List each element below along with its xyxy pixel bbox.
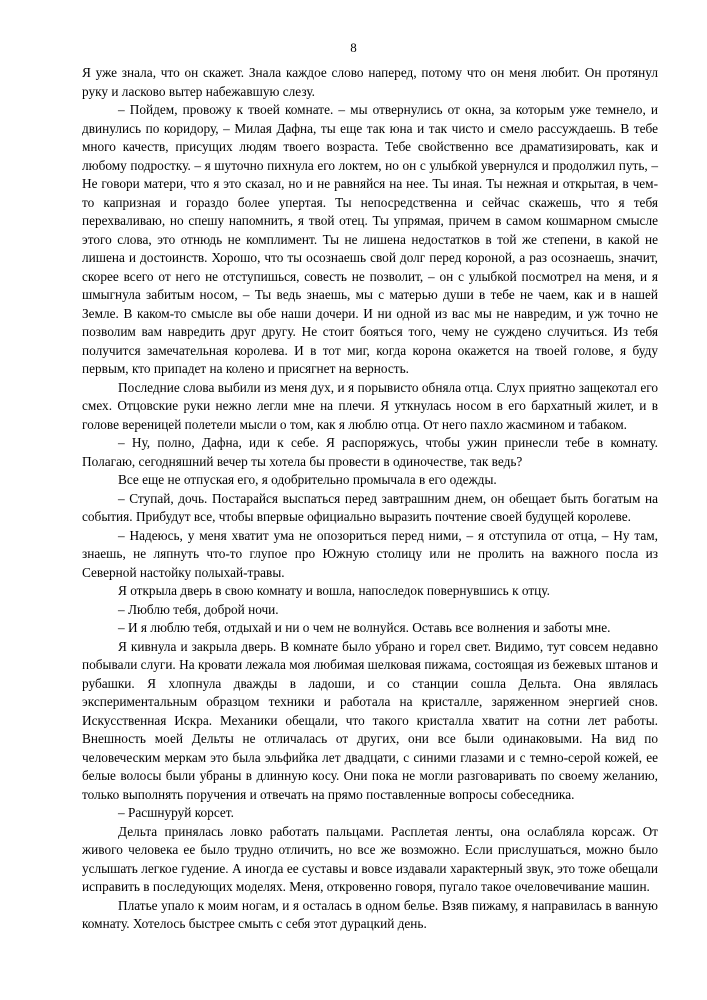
paragraph: Я уже знала, что он скажет. Знала каждое слово наперед, потому что он меня любит. Он протянул руку и ласково вытер набежавшую слезу. xyxy=(82,65,658,99)
paragraph: Я открыла дверь в свою комнату и вошла, напоследок повернувшись к отцу. xyxy=(118,583,550,598)
paragraph: Последние слова выбили из меня дух, и я порывисто обняла отца. Слух приятно защекотал его смех. Отцовские руки нежно легли мне на плечи. Я уткнулась носом в его бархатный жилет, и в голове вереницей полетели мысли о том, как я люблю отца. От него пахло жасмином и табаком. xyxy=(82,379,658,432)
paragraph: Платье упало к моим ногам, и я осталась в одном белье. Взяв пижаму, я направилась в ванную комнату. Хотелось быстрее смыть с себя этот дурацкий день. xyxy=(82,897,658,931)
paragraph: – Расшнуруй корсет. xyxy=(118,805,234,820)
paragraph: – Люблю тебя, доброй ночи. xyxy=(118,601,279,617)
paragraph: Я кивнула и закрыла дверь. В комнате было убрано и горел свет. Видимо, тут совсем недавно побывали слуги. На кровати лежала моя любимая шелковая пижама, состоящая из бежевых штанов и рубашки. Я хлопнула дважды в ладоши, и со станции сошла Дельта. Она являлась экспериментальным образцом техники и работала на кристалле, заряженном энергией снов. Искусственная Искра. Механики обещали, что такого кристалла хватит на сотни лет работы. Внешность моей Дельты не отличалась от других, они все были одинаковыми. На вид по человеческим меркам это была эльфийка лет двадцати, с синими глазами и с темно-серой кожей, ее белые волосы были убраны в длинную косу. Они пока не могли разговаривать по своему желанию, только выполнять поручения и отвечать на прямо поставленные вопросы собеседника. xyxy=(82,638,658,802)
body-text xyxy=(82,64,658,934)
paragraph: – Пойдем, провожу к твоей комнате. – мы отвернулись от окна, за которым уже темнело, и двинулись по коридору, – Милая Дафна, ты еще так юна и так чисто и смело рассуждаешь. В тебе много качеств, присущих людям твоего возраста. Тебе свойственно все драматизировать, как и любому подростку. – я шуточно пихнула его локтем, но он с улыбкой увернулся и продолжил путь, – Не говори матери, что я это сказал, но и не равняйся на нее. Ты иная. Ты нежная и открытая, в чем-то капризная и гораздо более упертая. Ты непосредственна и сейчас скажешь, что я тебя перехваливаю, но спешу напомнить, я твой отец. Ты упрямая, причем в самом кошмарном смысле этого слова, это отнюдь не комплимент. Ты не лишена недостатков в той же степени, в какой не лишена и достоинств. Хорошо, что ты осознаешь свой долг перед короной, а раз осознаешь, значит, скорее всего от него не отступишься, совесть не позволит, – он с улыбкой посмотрел на меня, и я шмыгнула забитым носом, – Ты ведь знаешь, мы с матерью души в тебе не чаем, как и в нашей Земле. В каком-то смысле вы обе наши дочери. И ни одной из вас мы не навредим, и уж точно не позволим вам навредить друг другу. Не стоит бояться того, чему не суждено случиться. Из тебя получится замечательная королева. И в тот миг, когда корона окажется на твоей голове, я буду первым, кто припадет на колено и присягнет на верность. xyxy=(82,102,658,376)
paragraph: Все еще не отпуская его, я одобрительно промычала в его одежды. xyxy=(118,472,497,487)
paragraph: Дельта принялась ловко работать пальцами. Расплетая ленты, она ослабляла корсаж. От живого человека ее было трудно отличить, но все же возможно. Если прислушаться, можно было услышать легкое гудение. А иногда ее суставы и вовсе издавали характерный звук, это тоже обещали исправить в последующих моделях. Меня, откровенно говоря, пугало такое очеловечивание машин. xyxy=(82,823,658,894)
paragraph: – И я люблю тебя, отдыхай и ни о чем не волнуйся. Оставь все волнения и заботы мне. xyxy=(118,620,611,635)
page-number: 8 xyxy=(350,40,357,55)
paragraph: – Ну, полно, Дафна, иди к себе. Я распоряжусь, чтобы ужин принесли тебе в комнату. Полагаю, сегодняшний вечер ты хотела бы провести в одиночестве, так ведь? xyxy=(82,435,658,469)
paragraph: – Ступай, дочь. Постарайся выспаться перед завтрашним днем, он обещает быть богатым на события. Прибудут все, чтобы впервые официально выразить почтение своей будущей королеве. xyxy=(82,490,658,524)
paragraph: – Надеюсь, у меня хватит ума не опозориться перед ними, – я отступила от отца, – Ну там, знаешь, не ляпнуть что-то глупое про Южную столицу или не пролить на важного посла из Северной настойку полыхай-травы. xyxy=(82,527,658,580)
